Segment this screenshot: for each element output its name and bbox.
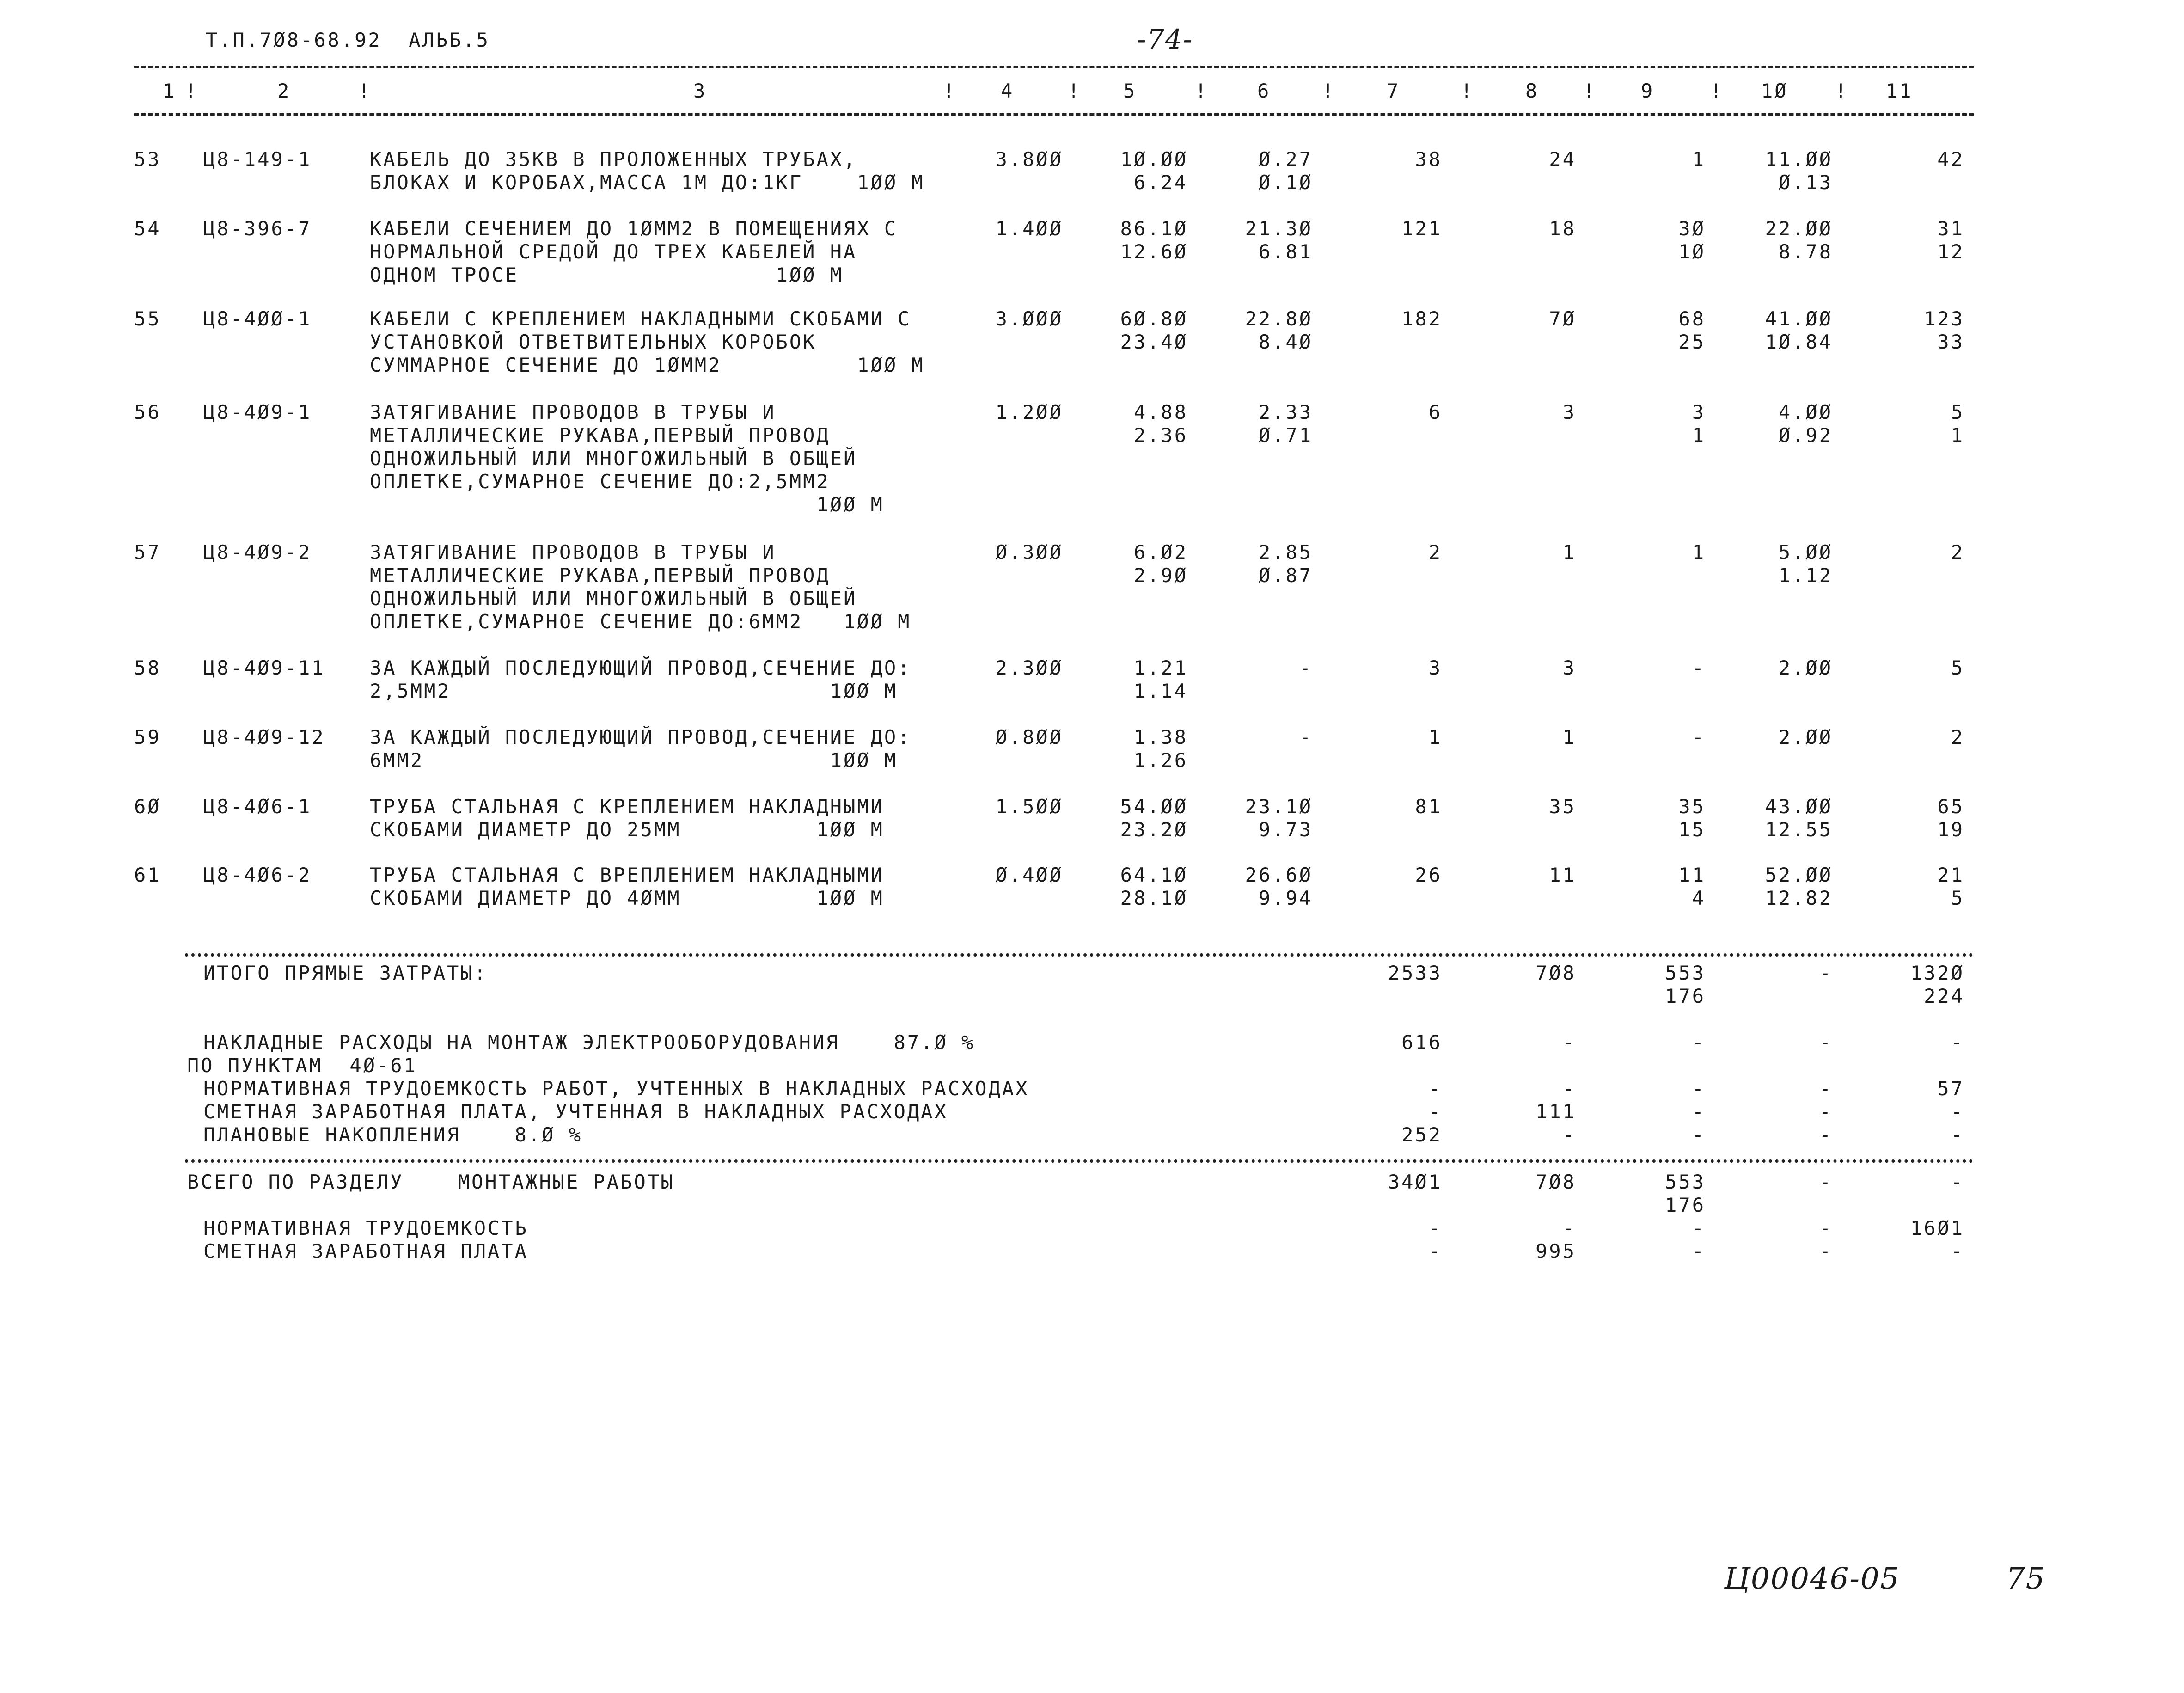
summary-value-c10: - (1819, 1077, 1833, 1100)
value-cell-c10: 12.55 (1765, 818, 1833, 841)
summary-value-c11: 132Ø (1910, 962, 1964, 984)
value-cell-c11: 19 (1937, 818, 1964, 841)
col-sep: ! (1583, 80, 1597, 102)
summary-value-c11: 57 (1937, 1077, 1964, 1100)
value-cell-c9: 3Ø (1678, 217, 1706, 240)
summary-value-c7: 2533 (1388, 962, 1442, 984)
value-cell-c5: 1.21 (1133, 656, 1188, 679)
work-description: КАБЕЛИ С КРЕПЛЕНИЕМ НАКЛАДНЫМИ СКОБАМИ С (370, 307, 912, 330)
price-code: Ц8-4Ø9-2 (203, 541, 312, 564)
summary-value-c7: - (1428, 1077, 1442, 1100)
value-cell-c8: 3 (1562, 656, 1576, 679)
header-rule-bottom (134, 113, 1974, 116)
row-number: 6Ø (134, 795, 161, 818)
col-head-2: 2 (277, 80, 291, 102)
summary-value-c7: - (1428, 1240, 1442, 1263)
quantity-cell: 1.4ØØ (995, 217, 1063, 240)
value-cell-c11: 2 (1951, 726, 1964, 748)
value-cell-c5: 1.14 (1133, 680, 1188, 702)
summary-value-c9: - (1692, 1123, 1706, 1146)
value-cell-c6: 22.8Ø (1245, 307, 1313, 330)
value-cell-c8: 3 (1562, 401, 1576, 423)
col-head-8: 8 (1525, 80, 1539, 102)
value-cell-c11: 5 (1951, 887, 1964, 909)
value-cell-c11: 42 (1937, 148, 1964, 171)
summary-value-c8: 7Ø8 (1536, 1171, 1576, 1193)
value-cell-c10: 2.ØØ (1778, 656, 1833, 679)
value-cell-c7: 3 (1428, 656, 1442, 679)
value-cell-c10: 8.78 (1778, 240, 1833, 263)
row-number: 59 (134, 726, 161, 748)
summary-value-c9: 176 (1665, 985, 1706, 1007)
value-cell-c8: 11 (1549, 864, 1576, 886)
value-cell-c8: 35 (1549, 795, 1576, 818)
value-cell-c9: 11 (1678, 864, 1706, 886)
row-number: 55 (134, 307, 161, 330)
summary-label: ПО ПУНКТАМ 4Ø-61 (187, 1054, 417, 1077)
summary-label: СМЕТНАЯ ЗАРАБОТНАЯ ПЛАТА (203, 1240, 528, 1263)
summary-value-c7: 252 (1401, 1123, 1442, 1146)
value-cell-c10: 4.ØØ (1778, 401, 1833, 423)
price-code: Ц8-4Ø6-2 (203, 864, 312, 886)
summary-label: СМЕТНАЯ ЗАРАБОТНАЯ ПЛАТА, УЧТЕННАЯ В НАКЛАДНЫХ РАСХОДАХ (203, 1100, 948, 1123)
value-cell-c8: 18 (1549, 217, 1576, 240)
value-cell-c5: 28.1Ø (1120, 887, 1188, 909)
value-cell-c9: 4 (1692, 887, 1706, 909)
col-head-10: 1Ø (1761, 80, 1788, 102)
value-cell-c6: Ø.1Ø (1258, 171, 1313, 194)
value-cell-c9: 68 (1678, 307, 1706, 330)
work-description: СУММАРНОЕ СЕЧЕНИЕ ДО 1ØММ2 1ØØ М (370, 354, 925, 376)
value-cell-c10: 1Ø.84 (1765, 331, 1833, 353)
work-description: ЗА КАЖДЫЙ ПОСЛЕДУЮЩИЙ ПРОВОД,СЕЧЕНИЕ ДО: (370, 726, 912, 748)
summary-label: НАКЛАДНЫЕ РАСХОДЫ НА МОНТАЖ ЭЛЕКТРООБОРУДОВАНИЯ 87.Ø % (203, 1031, 975, 1054)
value-cell-c10: 52.ØØ (1765, 864, 1833, 886)
price-code: Ц8-4Ø6-1 (203, 795, 312, 818)
col-head-7: 7 (1387, 80, 1401, 102)
value-cell-c9: 1 (1692, 424, 1706, 447)
value-cell-c7: 1 (1428, 726, 1442, 748)
quantity-cell: 1.5ØØ (995, 795, 1063, 818)
summary-value-c9: 176 (1665, 1194, 1706, 1216)
work-description: СКОБАМИ ДИАМЕТР ДО 4ØММ 1ØØ М (370, 887, 884, 909)
summary-value-c9: - (1692, 1217, 1706, 1239)
summary-value-c10: - (1819, 1217, 1833, 1239)
value-cell-c5: 23.2Ø (1120, 818, 1188, 841)
value-cell-c7: 182 (1401, 307, 1442, 330)
value-cell-c5: 1.26 (1133, 749, 1188, 772)
value-cell-c9: 1Ø (1678, 240, 1706, 263)
value-cell-c10: Ø.92 (1778, 424, 1833, 447)
col-head-5: 5 (1123, 80, 1137, 102)
summary-value-c10: - (1819, 1123, 1833, 1146)
work-description: УСТАНОВКОЙ ОТВЕТВИТЕЛЬНЫХ КОРОБОК (370, 331, 817, 353)
col-sep: ! (1195, 80, 1209, 102)
summary-value-c8: - (1562, 1217, 1576, 1239)
value-cell-c10: 1.12 (1778, 564, 1833, 587)
summary-value-c8: - (1562, 1031, 1576, 1054)
work-description: ОДНОЖИЛЬНЫЙ ИЛИ МНОГОЖИЛЬНЫЙ В ОБЩЕЙ (370, 587, 857, 610)
value-cell-c6: 2.85 (1258, 541, 1313, 564)
value-cell-c5: 1.38 (1133, 726, 1188, 748)
value-cell-c7: 26 (1415, 864, 1442, 886)
col-sep: ! (185, 80, 199, 102)
value-cell-c6: 9.73 (1258, 818, 1313, 841)
row-number: 61 (134, 864, 161, 886)
value-cell-c6: 23.1Ø (1245, 795, 1313, 818)
header-rule-top (134, 66, 1974, 68)
summary-value-c8: 995 (1536, 1240, 1576, 1263)
value-cell-c6: 26.6Ø (1245, 864, 1313, 886)
value-cell-c7: 2 (1428, 541, 1442, 564)
value-cell-c9: 35 (1678, 795, 1706, 818)
quantity-cell: Ø.4ØØ (995, 864, 1063, 886)
value-cell-c11: 1 (1951, 424, 1964, 447)
value-cell-c6: 21.3Ø (1245, 217, 1313, 240)
value-cell-c6: 8.4Ø (1258, 331, 1313, 353)
value-cell-c11: 2 (1951, 541, 1964, 564)
summary-label: ПЛАНОВЫЕ НАКОПЛЕНИЯ 8.Ø % (203, 1123, 583, 1146)
price-code: Ц8-4Ø9-1 (203, 401, 312, 423)
summary-value-c8: - (1562, 1077, 1576, 1100)
col-sep: ! (1835, 80, 1849, 102)
price-code: Ц8-396-7 (203, 217, 312, 240)
col-head-11: 11 (1886, 80, 1913, 102)
value-cell-c6: 9.94 (1258, 887, 1313, 909)
value-cell-c10: Ø.13 (1778, 171, 1833, 194)
value-cell-c5: 12.6Ø (1120, 240, 1188, 263)
value-cell-c5: 6.Ø2 (1133, 541, 1188, 564)
summary-value-c11: - (1951, 1031, 1964, 1054)
col-sep: ! (1322, 80, 1336, 102)
value-cell-c11: 5 (1951, 656, 1964, 679)
summary-value-c7: 34Ø1 (1388, 1171, 1442, 1193)
col-head-4: 4 (1001, 80, 1015, 102)
quantity-cell: 1.2ØØ (995, 401, 1063, 423)
col-sep: ! (943, 80, 957, 102)
quantity-cell: 3.8ØØ (995, 148, 1063, 171)
summary-value-c11: - (1951, 1100, 1964, 1123)
summary-value-c10: - (1819, 1100, 1833, 1123)
work-description: ОДНОМ ТРОСЕ 1ØØ М (370, 264, 844, 286)
value-cell-c9: - (1692, 656, 1706, 679)
summary-value-c10: - (1819, 1240, 1833, 1263)
summary-value-c9: 553 (1665, 1171, 1706, 1193)
summary-value-c11: - (1951, 1123, 1964, 1146)
work-description: 1ØØ М (370, 493, 884, 516)
summary-value-c7: - (1428, 1100, 1442, 1123)
row-number: 56 (134, 401, 161, 423)
price-code: Ц8-4Ø9-12 (203, 726, 325, 748)
value-cell-c5: 86.1Ø (1120, 217, 1188, 240)
value-cell-c8: 1 (1562, 541, 1576, 564)
price-code: Ц8-4ØØ-1 (203, 307, 312, 330)
work-description: ТРУБА СТАЛЬНАЯ С КРЕПЛЕНИЕМ НАКЛАДНЫМИ (370, 795, 884, 818)
summary-value-c10: - (1819, 1171, 1833, 1193)
work-description: НОРМАЛЬНОЙ СРЕДОЙ ДО ТРЕХ КАБЕЛЕЙ НА (370, 240, 857, 263)
value-cell-c7: 38 (1415, 148, 1442, 171)
summary-value-c9: - (1692, 1031, 1706, 1054)
value-cell-c9: - (1692, 726, 1706, 748)
work-description: БЛОКАХ И КОРОБАХ,МАССА 1М ДО:1КГ 1ØØ М (370, 171, 925, 194)
summary-value-c10: - (1819, 962, 1833, 984)
work-description: КАБЕЛЬ ДО 35КВ В ПРОЛОЖЕННЫХ ТРУБАХ, (370, 148, 857, 171)
work-description: МЕТАЛЛИЧЕСКИЕ РУКАВА,ПЕРВЫЙ ПРОВОД (370, 564, 830, 587)
col-sep: ! (1461, 80, 1474, 102)
summary-value-c9: - (1692, 1100, 1706, 1123)
value-cell-c11: 5 (1951, 401, 1964, 423)
value-cell-c7: 81 (1415, 795, 1442, 818)
work-description: СКОБАМИ ДИАМЕТР ДО 25ММ 1ØØ М (370, 818, 884, 841)
row-number: 53 (134, 148, 161, 171)
value-cell-c6: Ø.27 (1258, 148, 1313, 171)
value-cell-c10: 12.82 (1765, 887, 1833, 909)
row-number: 57 (134, 541, 161, 564)
summary-value-c10: - (1819, 1031, 1833, 1054)
sheet-number: 75 (2006, 1562, 2046, 1596)
col-head-3: 3 (693, 80, 707, 102)
value-cell-c5: 23.4Ø (1120, 331, 1188, 353)
summary-value-c11: 224 (1924, 985, 1964, 1007)
value-cell-c11: 21 (1937, 864, 1964, 886)
value-cell-c6: 6.81 (1258, 240, 1313, 263)
value-cell-c10: 2.ØØ (1778, 726, 1833, 748)
summary-value-c9: - (1692, 1077, 1706, 1100)
value-cell-c11: 65 (1937, 795, 1964, 818)
value-cell-c5: 54.ØØ (1120, 795, 1188, 818)
summary-value-c7: - (1428, 1217, 1442, 1239)
summary-label: ИТОГО ПРЯМЫЕ ЗАТРАТЫ: (203, 962, 488, 984)
quantity-cell: Ø.3ØØ (995, 541, 1063, 564)
value-cell-c11: 33 (1937, 331, 1964, 353)
value-cell-c5: 2.36 (1133, 424, 1188, 447)
value-cell-c8: 7Ø (1549, 307, 1576, 330)
value-cell-c6: - (1299, 656, 1313, 679)
summary-label: НОРМАТИВНАЯ ТРУДОЕМКОСТЬ (203, 1217, 528, 1239)
value-cell-c10: 43.ØØ (1765, 795, 1833, 818)
value-cell-c5: 2.9Ø (1133, 564, 1188, 587)
value-cell-c8: 24 (1549, 148, 1576, 171)
value-cell-c5: 64.1Ø (1120, 864, 1188, 886)
value-cell-c6: - (1299, 726, 1313, 748)
work-description: ОПЛЕТКЕ,СУМАРНОЕ СЕЧЕНИЕ ДО:6ММ2 1ØØ М (370, 610, 912, 633)
summary-value-c9: - (1692, 1240, 1706, 1263)
value-cell-c11: 12 (1937, 240, 1964, 263)
summary-label: ВСЕГО ПО РАЗДЕЛУ МОНТАЖНЫЕ РАБОТЫ (187, 1171, 675, 1193)
value-cell-c10: 22.ØØ (1765, 217, 1833, 240)
col-head-6: 6 (1257, 80, 1271, 102)
value-cell-c7: 6 (1428, 401, 1442, 423)
row-number: 58 (134, 656, 161, 679)
section-separator (185, 1159, 1974, 1163)
value-cell-c6: Ø.87 (1258, 564, 1313, 587)
work-description: ОПЛЕТКЕ,СУМАРНОЕ СЕЧЕНИЕ ДО:2,5ММ2 (370, 470, 830, 493)
value-cell-c10: 11.ØØ (1765, 148, 1833, 171)
value-cell-c8: 1 (1562, 726, 1576, 748)
work-description: ОДНОЖИЛЬНЫЙ ИЛИ МНОГОЖИЛЬНЫЙ В ОБЩЕЙ (370, 447, 857, 470)
work-description: ТРУБА СТАЛЬНАЯ С ВРЕПЛЕНИЕМ НАКЛАДНЫМИ (370, 864, 884, 886)
summary-value-c11: 16Ø1 (1910, 1217, 1964, 1239)
work-description: МЕТАЛЛИЧЕСКИЕ РУКАВА,ПЕРВЫЙ ПРОВОД (370, 424, 830, 447)
summary-value-c11: - (1951, 1240, 1964, 1263)
value-cell-c10: 41.ØØ (1765, 307, 1833, 330)
document-code: Т.П.7Ø8-68.92 АЛЬБ.5 (206, 29, 490, 51)
value-cell-c7: 121 (1401, 217, 1442, 240)
summary-value-c11: - (1951, 1171, 1964, 1193)
value-cell-c6: Ø.71 (1258, 424, 1313, 447)
value-cell-c5: 6Ø.8Ø (1120, 307, 1188, 330)
col-sep: ! (358, 80, 372, 102)
summary-value-c7: 616 (1401, 1031, 1442, 1054)
totals-separator (185, 953, 1974, 957)
row-number: 54 (134, 217, 161, 240)
work-description: 2,5ММ2 1ØØ М (370, 680, 898, 702)
value-cell-c11: 123 (1924, 307, 1964, 330)
quantity-cell: 3.ØØØ (995, 307, 1063, 330)
price-code: Ц8-4Ø9-11 (203, 656, 325, 679)
work-description: ЗАТЯГИВАНИЕ ПРОВОДОВ В ТРУБЫ И (370, 401, 776, 423)
value-cell-c9: 25 (1678, 331, 1706, 353)
value-cell-c5: 1Ø.ØØ (1120, 148, 1188, 171)
col-sep: ! (1068, 80, 1082, 102)
value-cell-c10: 5.ØØ (1778, 541, 1833, 564)
summary-value-c8: 7Ø8 (1536, 962, 1576, 984)
work-description: ЗА КАЖДЫЙ ПОСЛЕДУЮЩИЙ ПРОВОД,СЕЧЕНИЕ ДО: (370, 656, 912, 679)
quantity-cell: Ø.8ØØ (995, 726, 1063, 748)
summary-value-c8: 111 (1536, 1100, 1576, 1123)
value-cell-c9: 1 (1692, 148, 1706, 171)
work-description: КАБЕЛИ СЕЧЕНИЕМ ДО 1ØММ2 В ПОМЕЩЕНИЯХ С (370, 217, 898, 240)
value-cell-c9: 3 (1692, 401, 1706, 423)
col-head-1: 1 (163, 80, 177, 102)
summary-value-c8: - (1562, 1123, 1576, 1146)
value-cell-c5: 4.88 (1133, 401, 1188, 423)
value-cell-c5: 6.24 (1133, 171, 1188, 194)
value-cell-c11: 31 (1937, 217, 1964, 240)
summary-label: НОРМАТИВНАЯ ТРУДОЕМКОСТЬ РАБОТ, УЧТЕННЫХ В НАКЛАДНЫХ РАСХОДАХ (203, 1077, 1029, 1100)
work-description: ЗАТЯГИВАНИЕ ПРОВОДОВ В ТРУБЫ И (370, 541, 776, 564)
archive-stamp: Ц00046-05 (1724, 1562, 1900, 1596)
col-sep: ! (1710, 80, 1724, 102)
work-description: 6ММ2 1ØØ М (370, 749, 898, 772)
page-number: -74- (1137, 24, 1193, 55)
value-cell-c9: 15 (1678, 818, 1706, 841)
quantity-cell: 2.3ØØ (995, 656, 1063, 679)
value-cell-c9: 1 (1692, 541, 1706, 564)
col-head-9: 9 (1641, 80, 1655, 102)
value-cell-c6: 2.33 (1258, 401, 1313, 423)
price-code: Ц8-149-1 (203, 148, 312, 171)
summary-value-c9: 553 (1665, 962, 1706, 984)
